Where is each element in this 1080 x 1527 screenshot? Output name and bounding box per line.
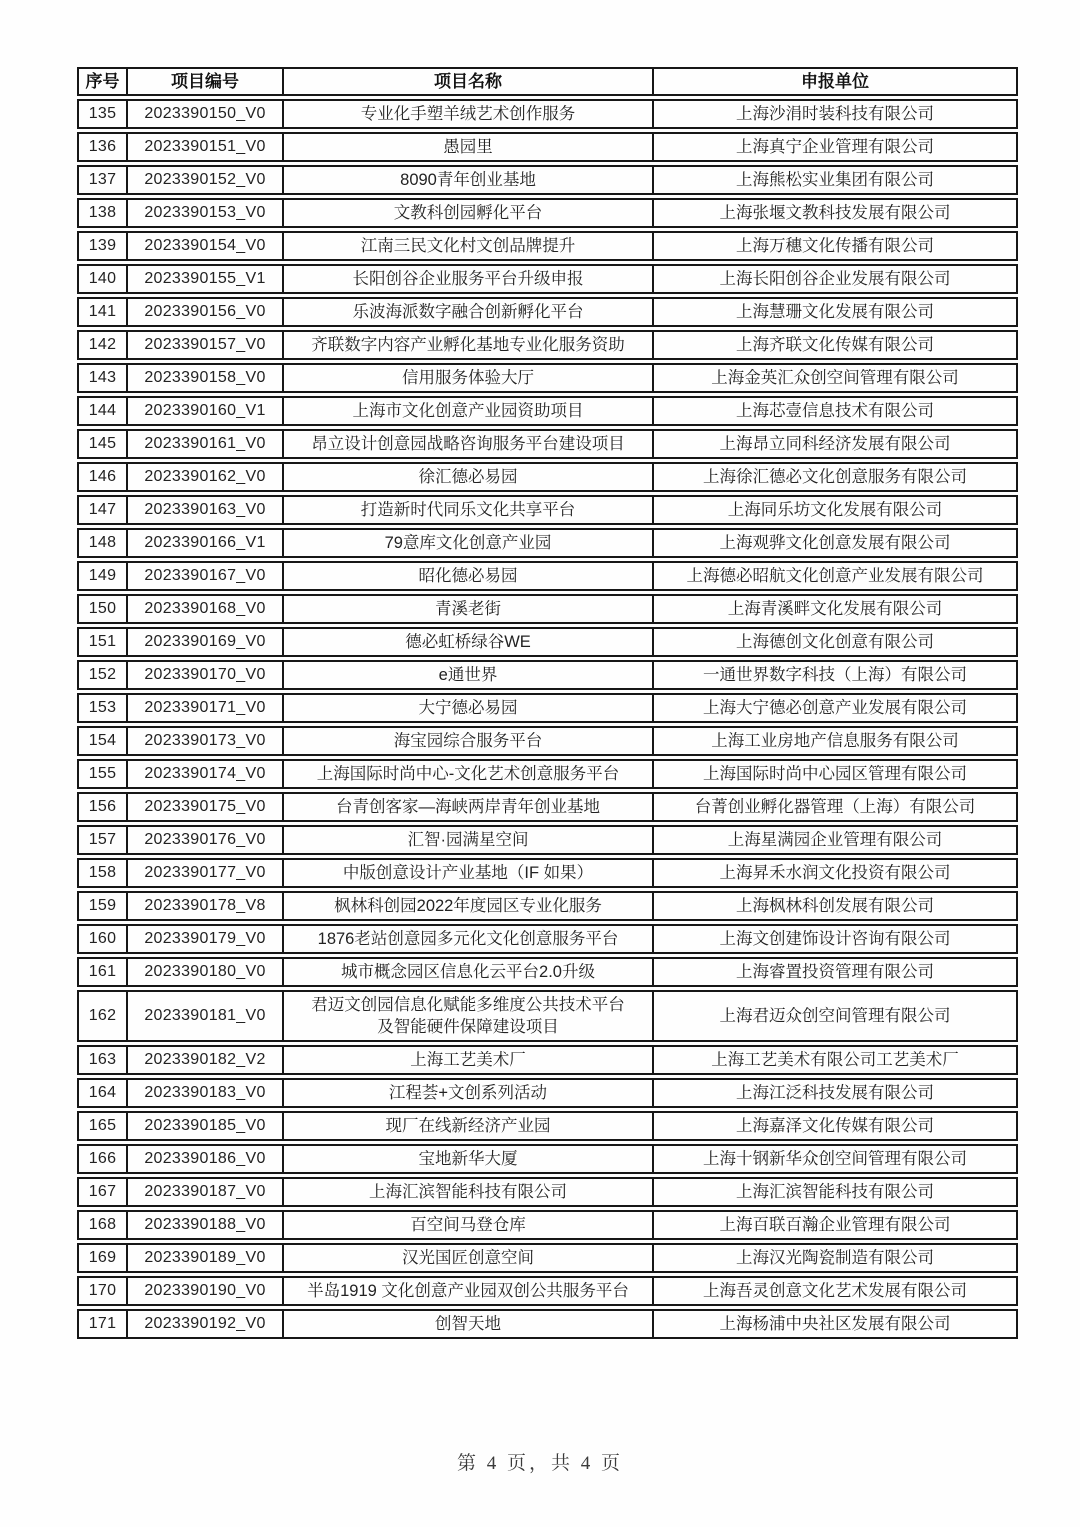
cell-applicant: 上海大宁德必创意产业发展有限公司 — [654, 693, 1018, 723]
cell-project-code: 2023390160_V1 — [128, 396, 284, 426]
table-row — [77, 330, 1018, 360]
cell-project-name: 宝地新华大厦 — [284, 1144, 654, 1174]
cell-project-code: 2023390177_V0 — [128, 858, 284, 888]
table-row — [77, 165, 1018, 195]
table-row — [77, 561, 1018, 591]
cell-project-name: 昂立设计创意园战略咨询服务平台建设项目 — [284, 429, 654, 459]
cell-applicant: 上海德必昭航文化创意产业发展有限公司 — [654, 561, 1018, 591]
table-row — [77, 1045, 1018, 1075]
cell-serial: 148 — [77, 528, 128, 558]
cell-project-code: 2023390170_V0 — [128, 660, 284, 690]
cell-project-code: 2023390174_V0 — [128, 759, 284, 789]
table-row — [77, 462, 1018, 492]
table-row — [77, 660, 1018, 690]
cell-project-name: e通世界 — [284, 660, 654, 690]
cell-serial: 155 — [77, 759, 128, 789]
table-row — [77, 99, 1018, 129]
cell-project-code: 2023390162_V0 — [128, 462, 284, 492]
cell-serial: 162 — [77, 990, 128, 1042]
table-row — [77, 231, 1018, 261]
cell-applicant: 上海江泛科技发展有限公司 — [654, 1078, 1018, 1108]
cell-serial: 147 — [77, 495, 128, 525]
cell-project-code: 2023390154_V0 — [128, 231, 284, 261]
cell-project-code: 2023390151_V0 — [128, 132, 284, 162]
cell-serial: 165 — [77, 1111, 128, 1141]
cell-serial: 135 — [77, 99, 128, 129]
cell-applicant: 上海观骅文化创意发展有限公司 — [654, 528, 1018, 558]
table-row — [77, 825, 1018, 855]
table-header — [77, 67, 1018, 96]
table-row — [77, 198, 1018, 228]
table-row — [77, 891, 1018, 921]
cell-project-code: 2023390168_V0 — [128, 594, 284, 624]
cell-applicant: 上海同乐坊文化发展有限公司 — [654, 495, 1018, 525]
table-row — [77, 1144, 1018, 1174]
cell-project-code: 2023390156_V0 — [128, 297, 284, 327]
table-row — [77, 594, 1018, 624]
cell-serial: 143 — [77, 363, 128, 393]
table-row — [77, 297, 1018, 327]
cell-serial: 171 — [77, 1309, 128, 1339]
cell-project-name: 专业化手塑羊绒艺术创作服务 — [284, 99, 654, 129]
cell-serial: 168 — [77, 1210, 128, 1240]
cell-serial: 145 — [77, 429, 128, 459]
cell-serial: 150 — [77, 594, 128, 624]
table-row — [77, 792, 1018, 822]
cell-applicant: 上海熊松实业集团有限公司 — [654, 165, 1018, 195]
cell-project-code: 2023390157_V0 — [128, 330, 284, 360]
cell-applicant: 一通世界数字科技（上海）有限公司 — [654, 660, 1018, 690]
cell-applicant: 台菁创业孵化器管理（上海）有限公司 — [654, 792, 1018, 822]
cell-project-name: 江程荟+文创系列活动 — [284, 1078, 654, 1108]
cell-project-name: 汉光国匠创意空间 — [284, 1243, 654, 1273]
cell-project-code: 2023390187_V0 — [128, 1177, 284, 1207]
header-applicant: 申报单位 — [654, 67, 1018, 96]
page-indicator: 第 4 页，共 4 页 — [456, 1453, 623, 1474]
table-row — [77, 1309, 1018, 1339]
cell-project-code: 2023390176_V0 — [128, 825, 284, 855]
cell-project-code: 2023390189_V0 — [128, 1243, 284, 1273]
cell-serial: 146 — [77, 462, 128, 492]
table-row — [77, 990, 1018, 1042]
cell-applicant: 上海汉光陶瓷制造有限公司 — [654, 1243, 1018, 1273]
cell-serial: 169 — [77, 1243, 128, 1273]
cell-applicant: 上海工业房地产信息服务有限公司 — [654, 726, 1018, 756]
cell-serial: 137 — [77, 165, 128, 195]
cell-project-name: 打造新时代同乐文化共享平台 — [284, 495, 654, 525]
table-row — [77, 132, 1018, 162]
cell-applicant: 上海工艺美术有限公司工艺美术厂 — [654, 1045, 1018, 1075]
cell-project-code: 2023390179_V0 — [128, 924, 284, 954]
cell-project-code: 2023390171_V0 — [128, 693, 284, 723]
cell-serial: 153 — [77, 693, 128, 723]
cell-applicant: 上海德创文化创意有限公司 — [654, 627, 1018, 657]
cell-applicant: 上海长阳创谷企业发展有限公司 — [654, 264, 1018, 294]
cell-project-name: 现厂在线新经济产业园 — [284, 1111, 654, 1141]
cell-project-code: 2023390185_V0 — [128, 1111, 284, 1141]
cell-serial: 158 — [77, 858, 128, 888]
header-row — [77, 67, 1018, 96]
cell-project-code: 2023390192_V0 — [128, 1309, 284, 1339]
cell-applicant: 上海徐汇德必文化创意服务有限公司 — [654, 462, 1018, 492]
cell-project-name: 愚园里 — [284, 132, 654, 162]
cell-applicant: 上海枫林科创发展有限公司 — [654, 891, 1018, 921]
cell-project-code: 2023390166_V1 — [128, 528, 284, 558]
cell-applicant: 上海慧珊文化发展有限公司 — [654, 297, 1018, 327]
cell-applicant: 上海文创建饰设计咨询有限公司 — [654, 924, 1018, 954]
cell-serial: 140 — [77, 264, 128, 294]
cell-serial: 167 — [77, 1177, 128, 1207]
cell-project-name: 79意库文化创意产业园 — [284, 528, 654, 558]
cell-project-code: 2023390153_V0 — [128, 198, 284, 228]
cell-applicant: 上海昂立同科经济发展有限公司 — [654, 429, 1018, 459]
cell-project-code: 2023390150_V0 — [128, 99, 284, 129]
table-row — [77, 726, 1018, 756]
table-row — [77, 759, 1018, 789]
cell-project-name: 8090青年创业基地 — [284, 165, 654, 195]
header-serial: 序号 — [77, 67, 128, 96]
cell-applicant: 上海吾灵创意文化艺术发展有限公司 — [654, 1276, 1018, 1306]
cell-serial: 159 — [77, 891, 128, 921]
table-row — [77, 1078, 1018, 1108]
cell-serial: 166 — [77, 1144, 128, 1174]
cell-project-name: 江南三民文化村文创品牌提升 — [284, 231, 654, 261]
cell-project-name: 德必虹桥绿谷WE — [284, 627, 654, 657]
cell-project-code: 2023390169_V0 — [128, 627, 284, 657]
cell-serial: 156 — [77, 792, 128, 822]
cell-applicant: 上海芯壹信息技术有限公司 — [654, 396, 1018, 426]
cell-project-code: 2023390158_V0 — [128, 363, 284, 393]
table-row — [77, 264, 1018, 294]
cell-applicant: 上海星满园企业管理有限公司 — [654, 825, 1018, 855]
cell-applicant: 上海万穗文化传播有限公司 — [654, 231, 1018, 261]
table-row — [77, 1276, 1018, 1306]
table-row — [77, 627, 1018, 657]
cell-applicant: 上海百联百瀚企业管理有限公司 — [654, 1210, 1018, 1240]
cell-project-code: 2023390188_V0 — [128, 1210, 284, 1240]
table-row — [77, 924, 1018, 954]
cell-project-code: 2023390152_V0 — [128, 165, 284, 195]
cell-serial: 157 — [77, 825, 128, 855]
cell-project-code: 2023390183_V0 — [128, 1078, 284, 1108]
cell-project-name: 徐汇德必易园 — [284, 462, 654, 492]
cell-applicant: 上海杨浦中央社区发展有限公司 — [654, 1309, 1018, 1339]
cell-applicant: 上海嘉泽文化传媒有限公司 — [654, 1111, 1018, 1141]
cell-applicant: 上海君迈众创空间管理有限公司 — [654, 990, 1018, 1042]
cell-serial: 151 — [77, 627, 128, 657]
cell-project-name: 青溪老街 — [284, 594, 654, 624]
table-row — [77, 1177, 1018, 1207]
cell-serial: 161 — [77, 957, 128, 987]
table-row — [77, 429, 1018, 459]
table-row — [77, 957, 1018, 987]
cell-applicant: 上海沙涓时装科技有限公司 — [654, 99, 1018, 129]
cell-serial: 138 — [77, 198, 128, 228]
cell-project-code: 2023390173_V0 — [128, 726, 284, 756]
projects-table — [77, 64, 1018, 1342]
cell-project-code: 2023390167_V0 — [128, 561, 284, 591]
cell-project-code: 2023390155_V1 — [128, 264, 284, 294]
cell-project-name: 上海汇滨智能科技有限公司 — [284, 1177, 654, 1207]
cell-applicant: 上海汇滨智能科技有限公司 — [654, 1177, 1018, 1207]
cell-project-name: 半岛1919 文化创意产业园双创公共服务平台 — [284, 1276, 654, 1306]
cell-project-code: 2023390175_V0 — [128, 792, 284, 822]
table-row — [77, 495, 1018, 525]
table-row — [77, 693, 1018, 723]
cell-project-code: 2023390186_V0 — [128, 1144, 284, 1174]
cell-project-name: 大宁德必易园 — [284, 693, 654, 723]
cell-project-name: 昭化德必易园 — [284, 561, 654, 591]
cell-project-name: 上海市文化创意产业园资助项目 — [284, 396, 654, 426]
cell-project-name: 汇智·园满星空间 — [284, 825, 654, 855]
cell-project-name: 城市概念园区信息化云平台2.0升级 — [284, 957, 654, 987]
cell-project-code: 2023390190_V0 — [128, 1276, 284, 1306]
table-row — [77, 1210, 1018, 1240]
cell-project-name: 齐联数字内容产业孵化基地专业化服务资助 — [284, 330, 654, 360]
header-project-code: 项目编号 — [128, 67, 284, 96]
cell-serial: 141 — [77, 297, 128, 327]
cell-project-name: 君迈文创园信息化赋能多维度公共技术平台 及智能硬件保障建设项目 — [284, 990, 654, 1042]
cell-project-code: 2023390180_V0 — [128, 957, 284, 987]
cell-project-code: 2023390181_V0 — [128, 990, 284, 1042]
cell-applicant: 上海十钢新华众创空间管理有限公司 — [654, 1144, 1018, 1174]
cell-serial: 152 — [77, 660, 128, 690]
cell-serial: 142 — [77, 330, 128, 360]
cell-applicant: 上海青溪畔文化发展有限公司 — [654, 594, 1018, 624]
cell-applicant: 上海昇禾水润文化投资有限公司 — [654, 858, 1018, 888]
cell-serial: 149 — [77, 561, 128, 591]
cell-project-name: 台青创客家—海峡两岸青年创业基地 — [284, 792, 654, 822]
cell-applicant: 上海金英汇众创空间管理有限公司 — [654, 363, 1018, 393]
cell-project-name: 乐波海派数字融合创新孵化平台 — [284, 297, 654, 327]
cell-project-name: 文教科创园孵化平台 — [284, 198, 654, 228]
table-row — [77, 363, 1018, 393]
cell-applicant: 上海齐联文化传媒有限公司 — [654, 330, 1018, 360]
table-row — [77, 528, 1018, 558]
cell-project-name: 信用服务体验大厅 — [284, 363, 654, 393]
cell-project-name: 海宝园综合服务平台 — [284, 726, 654, 756]
cell-project-name: 枫林科创园2022年度园区专业化服务 — [284, 891, 654, 921]
table-body — [77, 99, 1018, 1339]
table-row — [77, 1111, 1018, 1141]
cell-applicant: 上海张堰文教科技发展有限公司 — [654, 198, 1018, 228]
cell-serial: 136 — [77, 132, 128, 162]
cell-serial: 170 — [77, 1276, 128, 1306]
cell-project-code: 2023390178_V8 — [128, 891, 284, 921]
header-project-name: 项目名称 — [284, 67, 654, 96]
cell-applicant: 上海真宁企业管理有限公司 — [654, 132, 1018, 162]
cell-serial: 164 — [77, 1078, 128, 1108]
cell-applicant: 上海睿置投资管理有限公司 — [654, 957, 1018, 987]
cell-project-name: 1876老站创意园多元化文化创意服务平台 — [284, 924, 654, 954]
cell-serial: 163 — [77, 1045, 128, 1075]
cell-project-name: 上海国际时尚中心-文化艺术创意服务平台 — [284, 759, 654, 789]
cell-applicant: 上海国际时尚中心园区管理有限公司 — [654, 759, 1018, 789]
cell-project-name: 上海工艺美术厂 — [284, 1045, 654, 1075]
cell-serial: 144 — [77, 396, 128, 426]
cell-project-name: 中版创意设计产业基地（IF 如果） — [284, 858, 654, 888]
cell-serial: 160 — [77, 924, 128, 954]
cell-project-name: 百空间马登仓库 — [284, 1210, 654, 1240]
cell-project-code: 2023390163_V0 — [128, 495, 284, 525]
cell-serial: 154 — [77, 726, 128, 756]
cell-project-code: 2023390161_V0 — [128, 429, 284, 459]
cell-project-code: 2023390182_V2 — [128, 1045, 284, 1075]
table-row — [77, 396, 1018, 426]
table-row — [77, 1243, 1018, 1273]
cell-project-name: 创智天地 — [284, 1309, 654, 1339]
cell-project-name: 长阳创谷企业服务平台升级申报 — [284, 264, 654, 294]
table-row — [77, 858, 1018, 888]
cell-serial: 139 — [77, 231, 128, 261]
